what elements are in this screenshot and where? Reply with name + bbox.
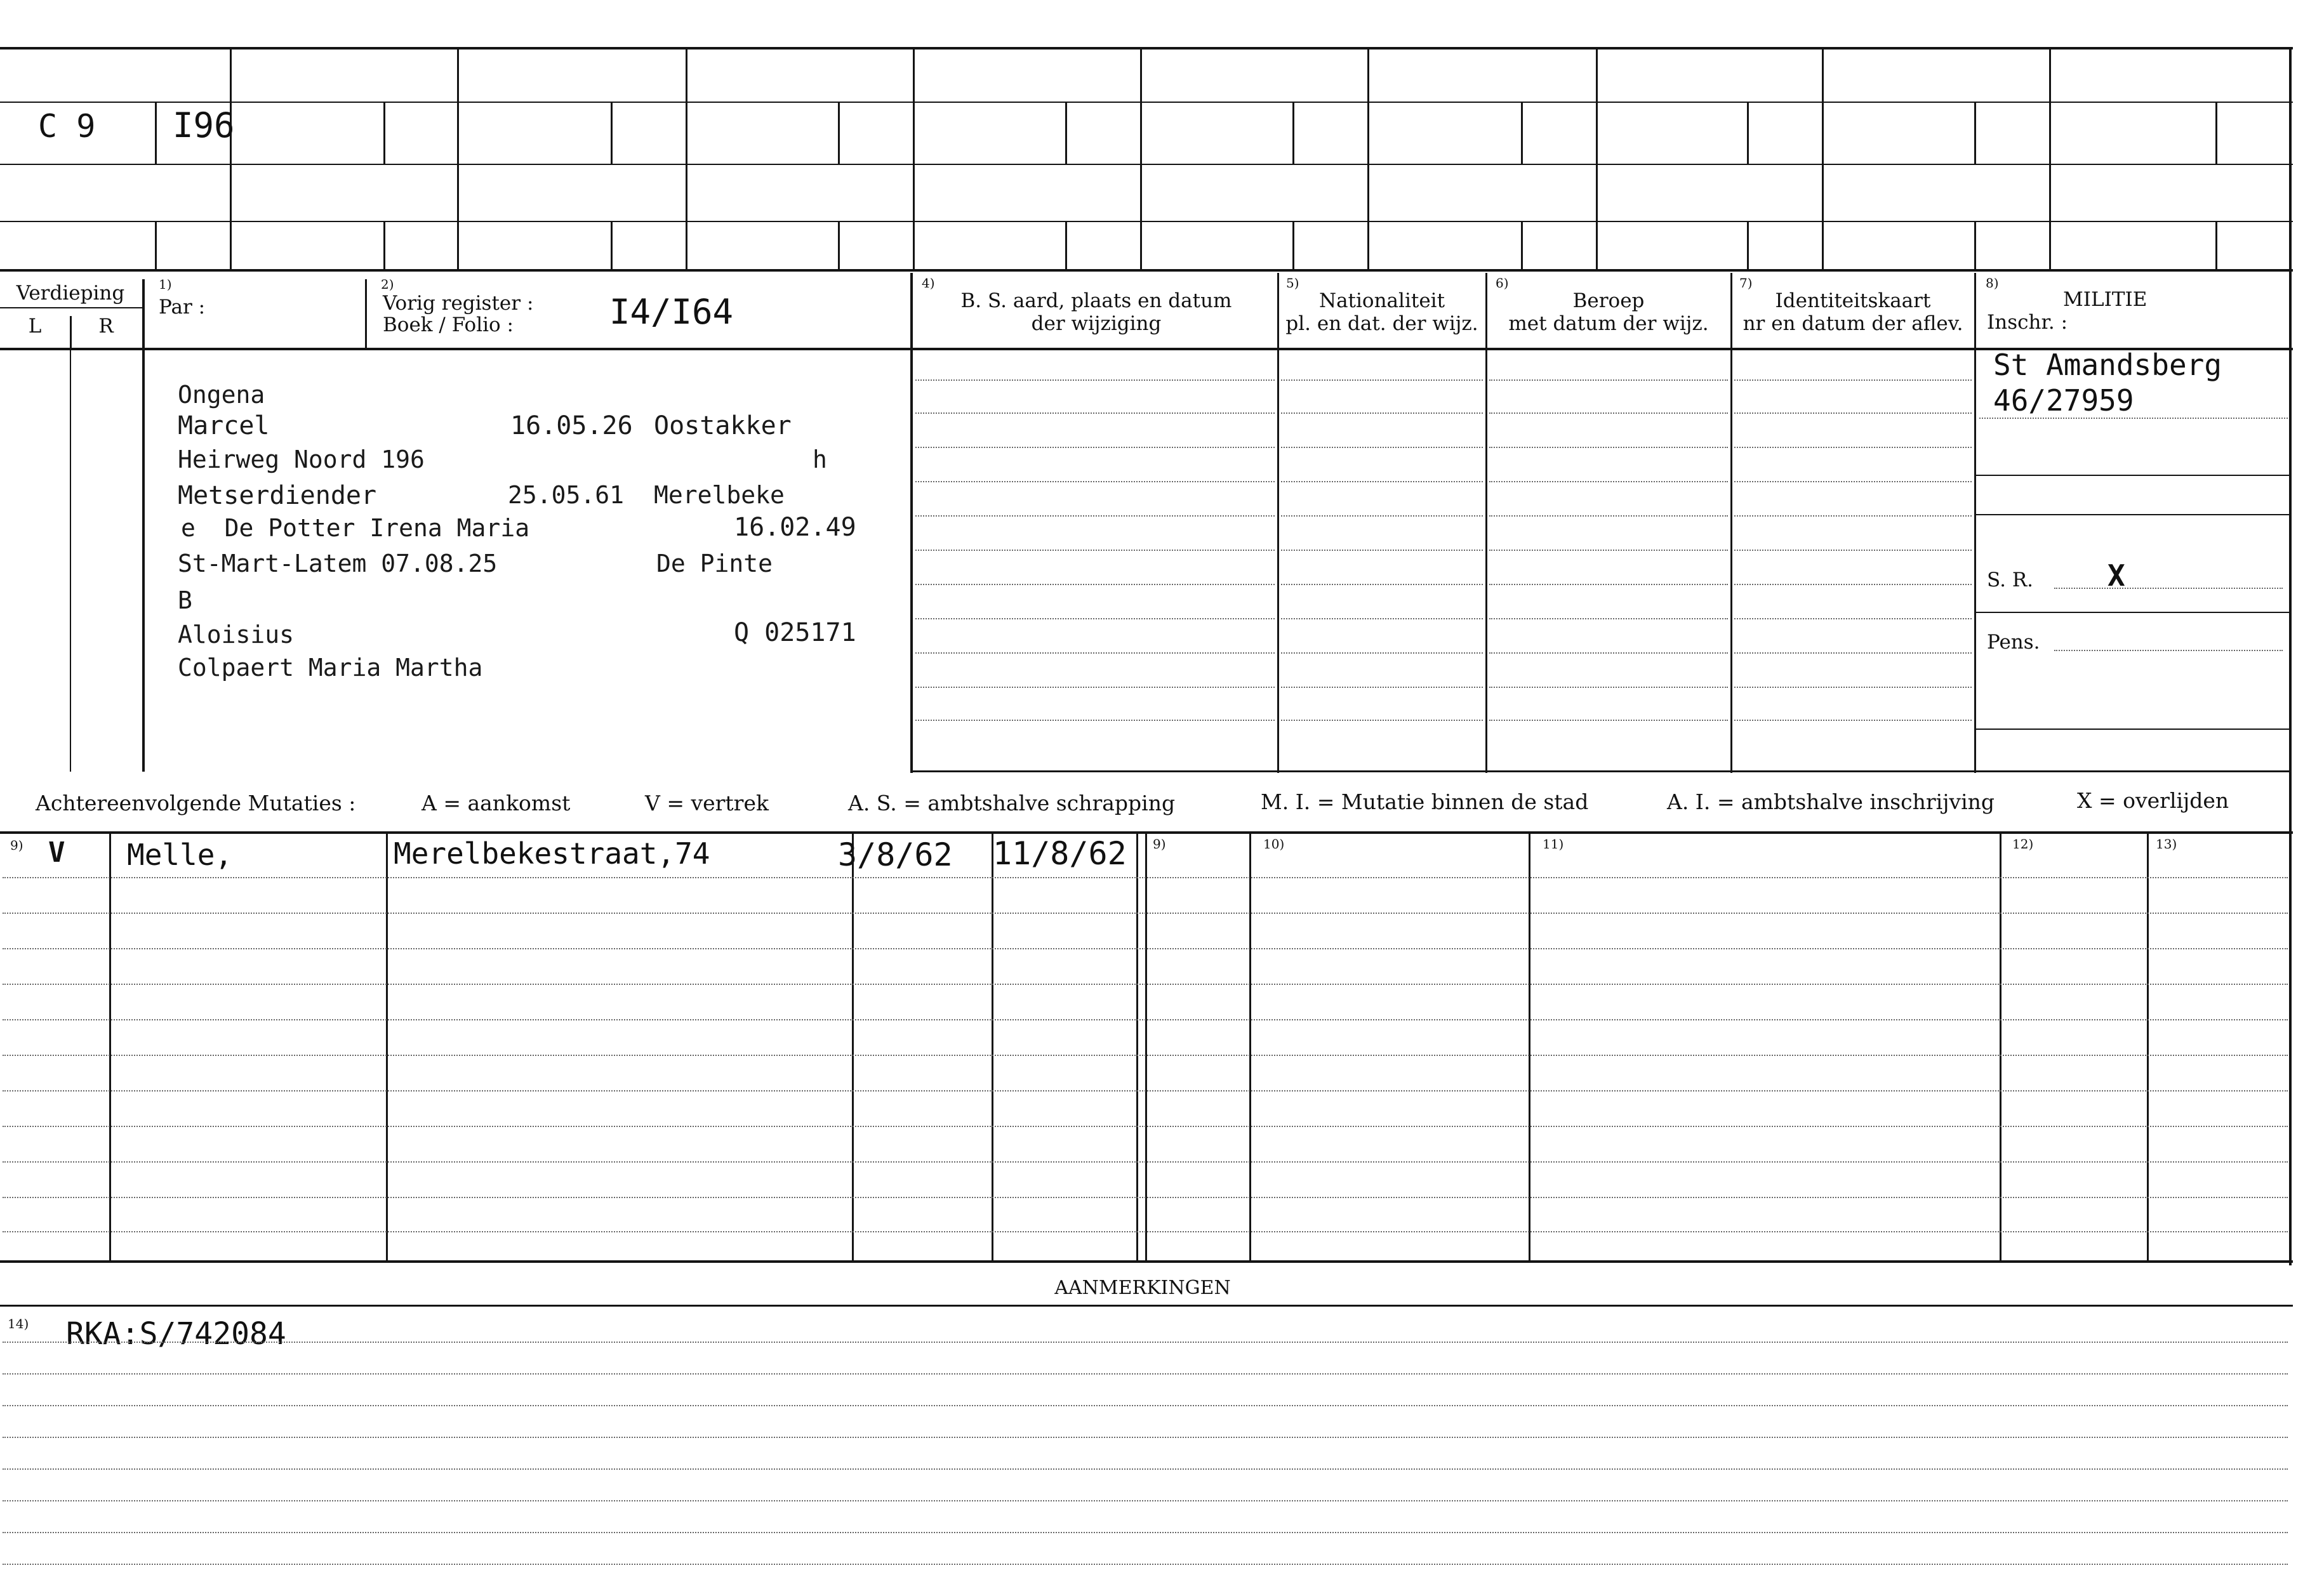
dotted-line <box>3 1197 2288 1198</box>
dotted-line <box>1281 687 1483 688</box>
dotted-line <box>1734 379 1972 381</box>
dotted-line <box>1489 412 1728 414</box>
dotted-line <box>3 1564 2288 1565</box>
grid-subline <box>383 222 385 270</box>
militie-line <box>1975 612 2289 613</box>
card-code: C 9 <box>38 108 96 145</box>
birth-place: Oostakker <box>654 411 792 440</box>
legend-a: A = aankomst <box>422 791 571 815</box>
spouse-date: 16.02.49 <box>734 513 856 542</box>
dotted-line <box>1489 652 1728 654</box>
remarks-title: AANMERKINGEN <box>1054 1277 1231 1299</box>
dotted-line <box>1734 447 1972 448</box>
dotted-line <box>1281 515 1483 517</box>
col-divider <box>142 279 145 772</box>
dotted-line <box>1281 584 1483 585</box>
grid-subline <box>838 103 840 164</box>
nat-header-2: pl. en dat. der wijz. <box>1285 312 1478 335</box>
grid-subline <box>1292 103 1294 164</box>
spouse-birth: St-Mart-Latem 07.08.25 <box>178 550 498 577</box>
col-num: 4) <box>922 275 935 291</box>
dotted-line <box>3 877 2288 878</box>
dotted-line <box>3 1231 2288 1232</box>
dotted-line <box>3 984 2288 985</box>
dotted-line <box>3 1161 2288 1163</box>
dotted-line <box>1281 652 1483 654</box>
card-number: I96 <box>173 105 235 145</box>
col-num: 11) <box>1543 836 1564 852</box>
dotted-line <box>1489 550 1728 551</box>
grid-vline <box>913 47 915 270</box>
pens-label: Pens. <box>1987 631 2040 654</box>
verdieping-line <box>0 307 142 308</box>
col-num: 14) <box>8 1316 29 1331</box>
col-divider <box>1277 273 1279 773</box>
grid-vline <box>230 47 232 270</box>
address: Heirweg Noord 196 <box>178 445 425 473</box>
militie-line <box>1975 475 2289 476</box>
first-name: Marcel <box>178 411 270 440</box>
col-num: 5) <box>1286 275 1299 291</box>
dotted-line <box>1489 584 1728 585</box>
mutation-place: Melle, <box>127 838 233 872</box>
grid-subline <box>2215 103 2217 164</box>
beroep-header-1: Beroep <box>1572 289 1645 312</box>
grid-subline <box>611 103 613 164</box>
col-num: 6) <box>1496 275 1509 291</box>
dotted-line <box>3 948 2288 949</box>
legend-as: A. S. = ambtshalve schrapping <box>848 791 1176 815</box>
dotted-line <box>2054 588 2283 589</box>
dotted-line <box>1489 379 1728 381</box>
col-num: 8) <box>1986 275 1999 291</box>
top-border <box>0 47 2293 49</box>
grid-vline <box>1822 47 1824 270</box>
militie-line <box>1975 729 2289 730</box>
grid-subline <box>1747 103 1749 164</box>
dotted-line <box>3 1468 2288 1470</box>
grid-subline <box>155 222 157 270</box>
dotted-line <box>915 720 1275 721</box>
dotted-line <box>1734 550 1972 551</box>
col-num: 9) <box>10 838 23 853</box>
dotted-line <box>1734 412 1972 414</box>
grid-subline <box>1521 103 1523 164</box>
profession: Metserdiender <box>178 481 377 510</box>
dotted-line <box>915 481 1275 482</box>
marriage-date: 25.05.61 <box>508 481 625 509</box>
nat-header-1: Nationaliteit <box>1318 289 1445 312</box>
dotted-line <box>1734 652 1972 654</box>
dotted-line <box>1281 412 1483 414</box>
col-num: 13) <box>2156 836 2177 852</box>
dotted-line <box>1281 447 1483 448</box>
mutation-date1: 3/8/62 <box>838 836 953 873</box>
col-divider <box>1485 273 1487 773</box>
verdieping-header: Verdieping <box>16 282 125 305</box>
mutation-type: V <box>48 836 65 869</box>
col-num: 7) <box>1739 275 1753 291</box>
grid-subline <box>383 103 385 164</box>
dotted-line <box>915 687 1275 688</box>
militie-number: 46/27959 <box>1993 383 2134 418</box>
dotted-line <box>1734 515 1972 517</box>
dotted-line <box>1734 618 1972 619</box>
dotted-line <box>1489 720 1728 721</box>
grid-line <box>0 164 2293 165</box>
dotted-line <box>915 652 1275 654</box>
header-bottom-line <box>0 348 2293 350</box>
dotted-line <box>915 447 1275 448</box>
grid-subline <box>1521 222 1523 270</box>
militie-place: St Amandsberg <box>1993 348 2222 382</box>
dotted-line <box>3 1532 2288 1533</box>
col-num: 9) <box>1153 836 1166 852</box>
bs-header-2: der wijziging <box>1031 312 1162 335</box>
grid-vline <box>457 47 459 270</box>
col-divider <box>365 279 367 349</box>
dotted-line <box>1281 550 1483 551</box>
militie-line <box>1975 514 2289 515</box>
dotted-line <box>1489 515 1728 517</box>
dotted-line <box>1281 379 1483 381</box>
col-divider <box>910 273 913 773</box>
dotted-line <box>1734 720 1972 721</box>
birth-date: 16.05.26 <box>510 411 633 440</box>
militie-header: MILITIE <box>2063 288 2147 311</box>
dotted-line <box>3 1019 2288 1020</box>
dotted-line <box>3 1500 2288 1501</box>
grid-subline <box>1747 222 1749 270</box>
dotted-line <box>1979 418 2288 419</box>
grid-subline <box>1974 103 1976 164</box>
dotted-line <box>1489 618 1728 619</box>
mother-name: Colpaert Maria Martha <box>178 654 483 682</box>
dotted-line <box>2054 650 2283 651</box>
legend-v: V = vertrek <box>645 791 769 815</box>
mutation-date2: 11/8/62 <box>993 835 1127 872</box>
dotted-line <box>1734 584 1972 585</box>
bs-header-1: B. S. aard, plaats en datum <box>960 289 1232 312</box>
beroep-header-2: met datum der wijz. <box>1508 312 1709 335</box>
boek-folio-value: I4/I64 <box>609 292 734 332</box>
remarks-rka: RKA:S/742084 <box>66 1316 286 1352</box>
spouse-extra: De Pinte <box>656 550 773 577</box>
dotted-line <box>1489 447 1728 448</box>
legend-mi: M. I. = Mutatie binnen de stad <box>1261 789 1589 814</box>
grid-vline <box>1140 47 1142 270</box>
inschr-label: Inschr. : <box>1987 311 2068 334</box>
legend-title: Achtereenvolgende Mutaties : <box>36 791 356 815</box>
grid-vline <box>686 47 687 270</box>
dotted-line <box>3 1342 2288 1343</box>
dotted-line <box>1489 687 1728 688</box>
dotted-line <box>3 913 2288 914</box>
grid-subline <box>838 222 840 270</box>
grid-subline <box>2215 222 2217 270</box>
mutation-street: Merelbekestraat,74 <box>394 836 710 871</box>
id-header-1: Identiteitskaart <box>1775 289 1931 312</box>
id-code: Q 025171 <box>734 618 856 647</box>
spouse: e De Potter Irena Maria <box>181 514 530 542</box>
surname: Ongena <box>178 381 265 409</box>
col-divider <box>1974 273 1976 773</box>
sr-value: X <box>2108 558 2125 593</box>
grid-line <box>0 102 2293 103</box>
dotted-line <box>915 515 1275 517</box>
col-num: 2) <box>381 277 394 292</box>
mark-b: B <box>178 586 192 614</box>
grid-vline <box>1367 47 1369 270</box>
section-line <box>910 770 2289 772</box>
grid-line <box>0 269 2293 272</box>
col-divider <box>1730 273 1732 773</box>
dotted-line <box>3 1405 2288 1406</box>
grid-subline <box>1065 103 1067 164</box>
verdieping-l: L <box>28 315 42 338</box>
dotted-line <box>3 1373 2288 1375</box>
dotted-line <box>1281 720 1483 721</box>
sr-label: S. R. <box>1987 569 2034 591</box>
remarks-line <box>0 1305 2293 1307</box>
grid-subline <box>155 103 157 164</box>
dotted-line <box>3 1055 2288 1056</box>
dotted-line <box>3 1437 2288 1438</box>
legend-ai: A. I. = ambtshalve inschrijving <box>1667 789 1995 814</box>
dotted-line <box>915 412 1275 414</box>
right-border <box>2289 47 2292 1265</box>
col-num: 1) <box>159 277 172 292</box>
dotted-line <box>915 550 1275 551</box>
col-divider <box>70 350 71 772</box>
dotted-line <box>1734 481 1972 482</box>
dotted-line <box>1489 481 1728 482</box>
mark-h: h <box>813 445 827 473</box>
grid-vline <box>2049 47 2051 270</box>
legend-x: X = overlijden <box>2077 788 2229 813</box>
vorig-register-label: Vorig register : <box>383 292 534 315</box>
id-header-2: nr en datum der aflev. <box>1742 312 1963 335</box>
col-num: 10) <box>1263 836 1285 852</box>
grid-line <box>0 221 2293 222</box>
grid-subline <box>1974 222 1976 270</box>
dotted-line <box>1281 481 1483 482</box>
dotted-line <box>3 1126 2288 1127</box>
grid-subline <box>611 222 613 270</box>
dotted-line <box>915 379 1275 381</box>
marriage-place: Merelbeke <box>654 481 785 509</box>
dotted-line <box>915 584 1275 585</box>
grid-subline <box>1065 222 1067 270</box>
boek-folio-label: Boek / Folio : <box>383 313 514 336</box>
dotted-line <box>1734 687 1972 688</box>
dotted-line <box>915 618 1275 619</box>
dotted-line <box>1281 618 1483 619</box>
grid-vline <box>1596 47 1598 270</box>
verdieping-r: R <box>98 315 114 338</box>
col-num: 12) <box>2012 836 2034 852</box>
dotted-line <box>3 1090 2288 1091</box>
grid-subline <box>1292 222 1294 270</box>
par-label: Par : <box>159 296 206 319</box>
father-name: Aloisius <box>178 621 295 649</box>
